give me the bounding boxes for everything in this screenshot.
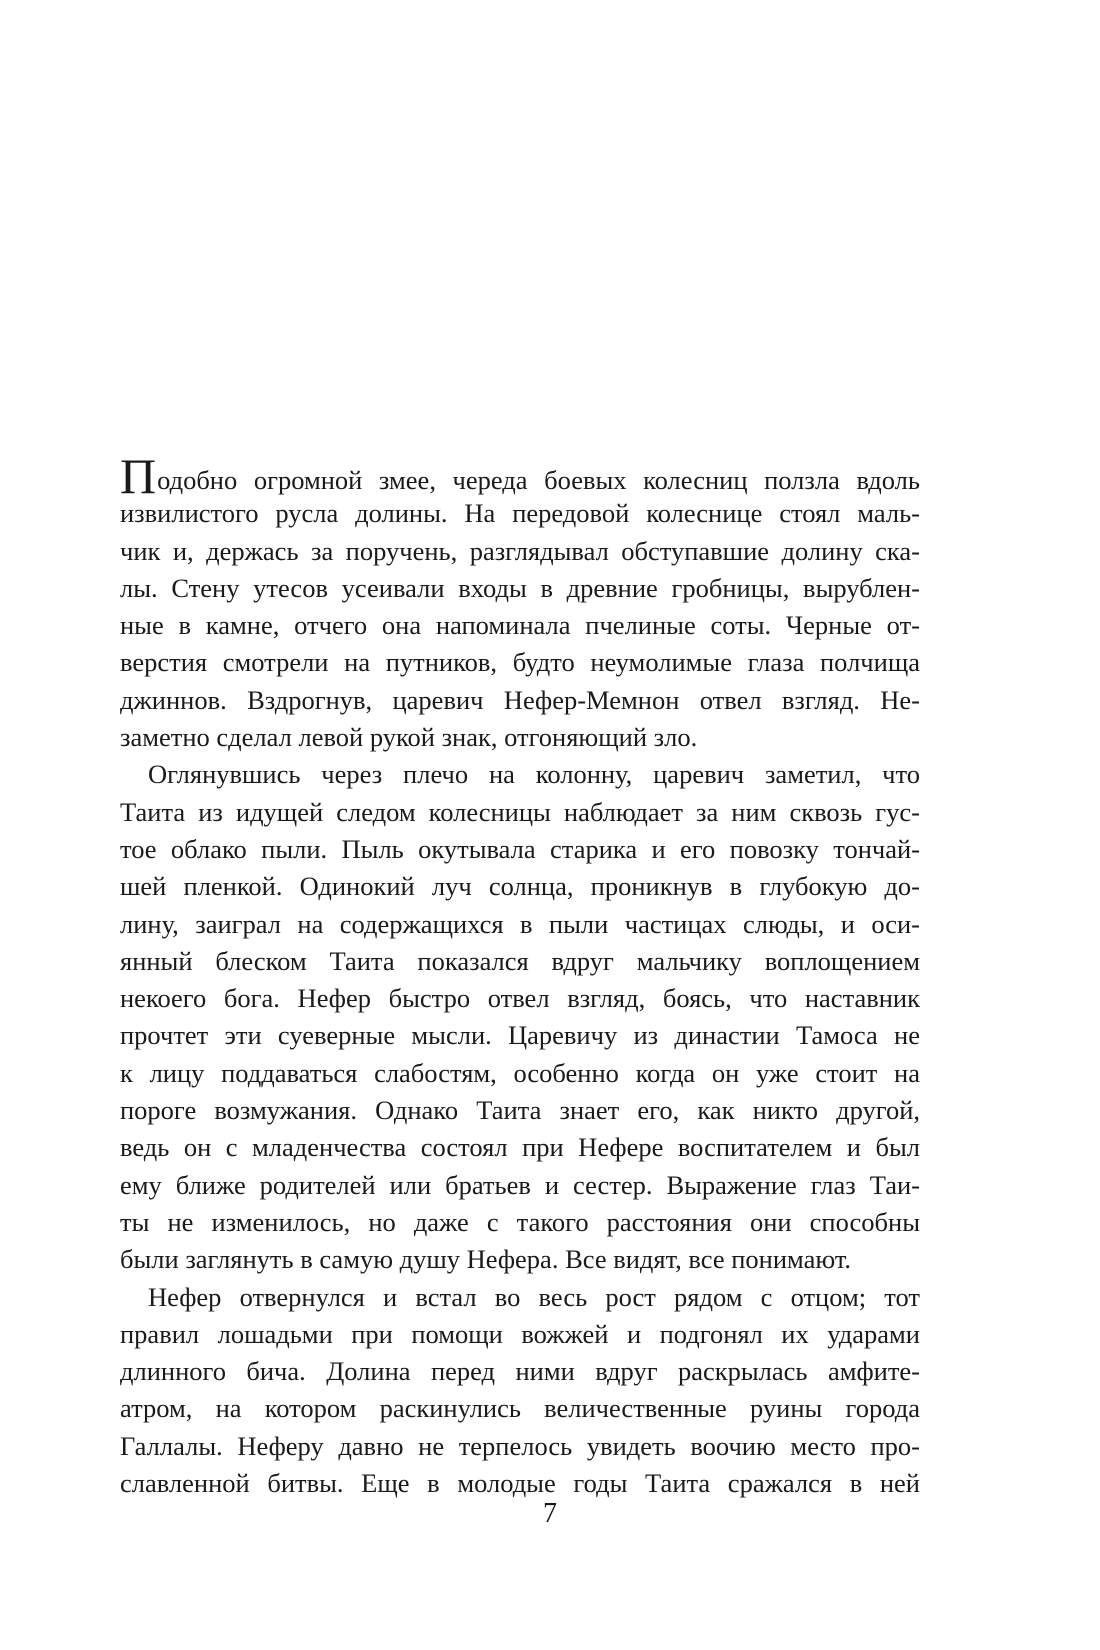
- line-text: заметно сделал левой рукой знак, отгоняющий зло.: [120, 722, 698, 753]
- text-line: [120, 980, 920, 1017]
- text-line: [120, 906, 920, 943]
- line-text: верстия смотрели на путников, будто неумолимые глаза полчища: [120, 647, 920, 678]
- text-line: [120, 570, 920, 607]
- line-text: некоего бога. Нефер быстро отвел взгляд, боясь, что наставник: [120, 983, 920, 1014]
- text-line: [120, 1092, 920, 1129]
- text-line: [120, 533, 920, 570]
- text-line: [120, 682, 920, 719]
- text-line: [120, 868, 920, 905]
- text-line: [120, 1465, 920, 1502]
- line-text: чик и, держась за поручень, разглядывал обступавшие долину ска-: [120, 535, 920, 566]
- text-line: [120, 495, 920, 532]
- text-line: [120, 1167, 920, 1204]
- text-line: [120, 644, 920, 681]
- text-line: [120, 448, 920, 504]
- line-text: атром, на котором раскинулись величественные руины города: [120, 1393, 920, 1424]
- text-line: [120, 1017, 920, 1054]
- line-text: ты не изменилось, но даже с такого расстояния они способны: [120, 1206, 920, 1237]
- page-number: 7: [543, 1498, 557, 1529]
- text-line: [120, 943, 920, 980]
- line-text: ведь он с младенчества состоял при Нефере воспитателем и был: [120, 1132, 920, 1163]
- drop-cap: П: [120, 448, 157, 504]
- text-line: [120, 607, 920, 644]
- line-text: шей пленкой. Одинокий луч солнца, проникнув в глубокую до-: [120, 871, 920, 902]
- line-text: пороге возмужания. Однако Таита знает его, как никто другой,: [120, 1095, 920, 1126]
- text-line: [120, 794, 920, 831]
- line-text: джиннов. Вздрогнув, царевич Нефер-Мемнон отвел взгляд. Не-: [120, 684, 920, 715]
- text-line: [120, 831, 920, 868]
- text-line: [120, 756, 920, 793]
- text-line: [120, 719, 920, 756]
- line-text: лину, заиграл на содержащихся в пыли частицах слюды, и оси-: [120, 908, 920, 939]
- text-line: [120, 1428, 920, 1465]
- line-text: длинного бича. Долина перед ними вдруг раскрылась амфите-: [120, 1356, 920, 1387]
- line-text: ные в камне, отчего она напоминала пчелиные соты. Черные от-: [120, 610, 920, 641]
- body-text: [120, 448, 920, 1502]
- text-line: [120, 1241, 920, 1278]
- line-text: славленной битвы. Еще в молодые годы Таита сражался в ней: [120, 1468, 920, 1499]
- line-text: тое облако пыли. Пыль окутывала старика и его повозку тончай-: [120, 833, 920, 864]
- text-line: [120, 1316, 920, 1353]
- text-line: [120, 1390, 920, 1427]
- line-text: прочтет эти суеверные мысли. Царевичу из династии Тамоса не: [120, 1020, 920, 1051]
- line-text: янный блеском Таита показался вдруг мальчику воплощением: [120, 945, 920, 976]
- line-text: извилистого русла долины. На передовой колеснице стоял маль-: [120, 498, 920, 529]
- line-text: Таита из идущей следом колесницы наблюдает за ним сквозь гус-: [120, 796, 920, 827]
- line-text: к лицу поддаваться слабостям, особенно когда он уже стоит на: [120, 1057, 920, 1088]
- text-line: [120, 1129, 920, 1166]
- line-text: были заглянуть в самую душу Нефера. Все видят, все понимают.: [120, 1244, 852, 1275]
- text-line: [120, 1279, 920, 1316]
- text-line: [120, 1353, 920, 1390]
- line-text: ему ближе родителей или братьев и сестер. Выражение глаз Таи-: [120, 1169, 920, 1200]
- line-text: Нефер отвернулся и встал во весь рост рядом с отцом; тот: [148, 1281, 920, 1312]
- line-text: Оглянувшись через плечо на колонну, царевич заметил, что: [148, 759, 920, 790]
- text-line: [120, 1055, 920, 1092]
- line-text: одобно огромной змее, череда боевых колесниц ползла вдоль: [157, 465, 920, 495]
- text-line: [120, 1204, 920, 1241]
- line-text: правил лошадьми при помощи вожжей и подгонял их ударами: [120, 1318, 920, 1349]
- line-text: лы. Стену утесов усеивали входы в древние гробницы, вырублен-: [120, 572, 920, 603]
- line-text: Галлалы. Неферу давно не терпелось увидеть воочию место про-: [120, 1430, 920, 1461]
